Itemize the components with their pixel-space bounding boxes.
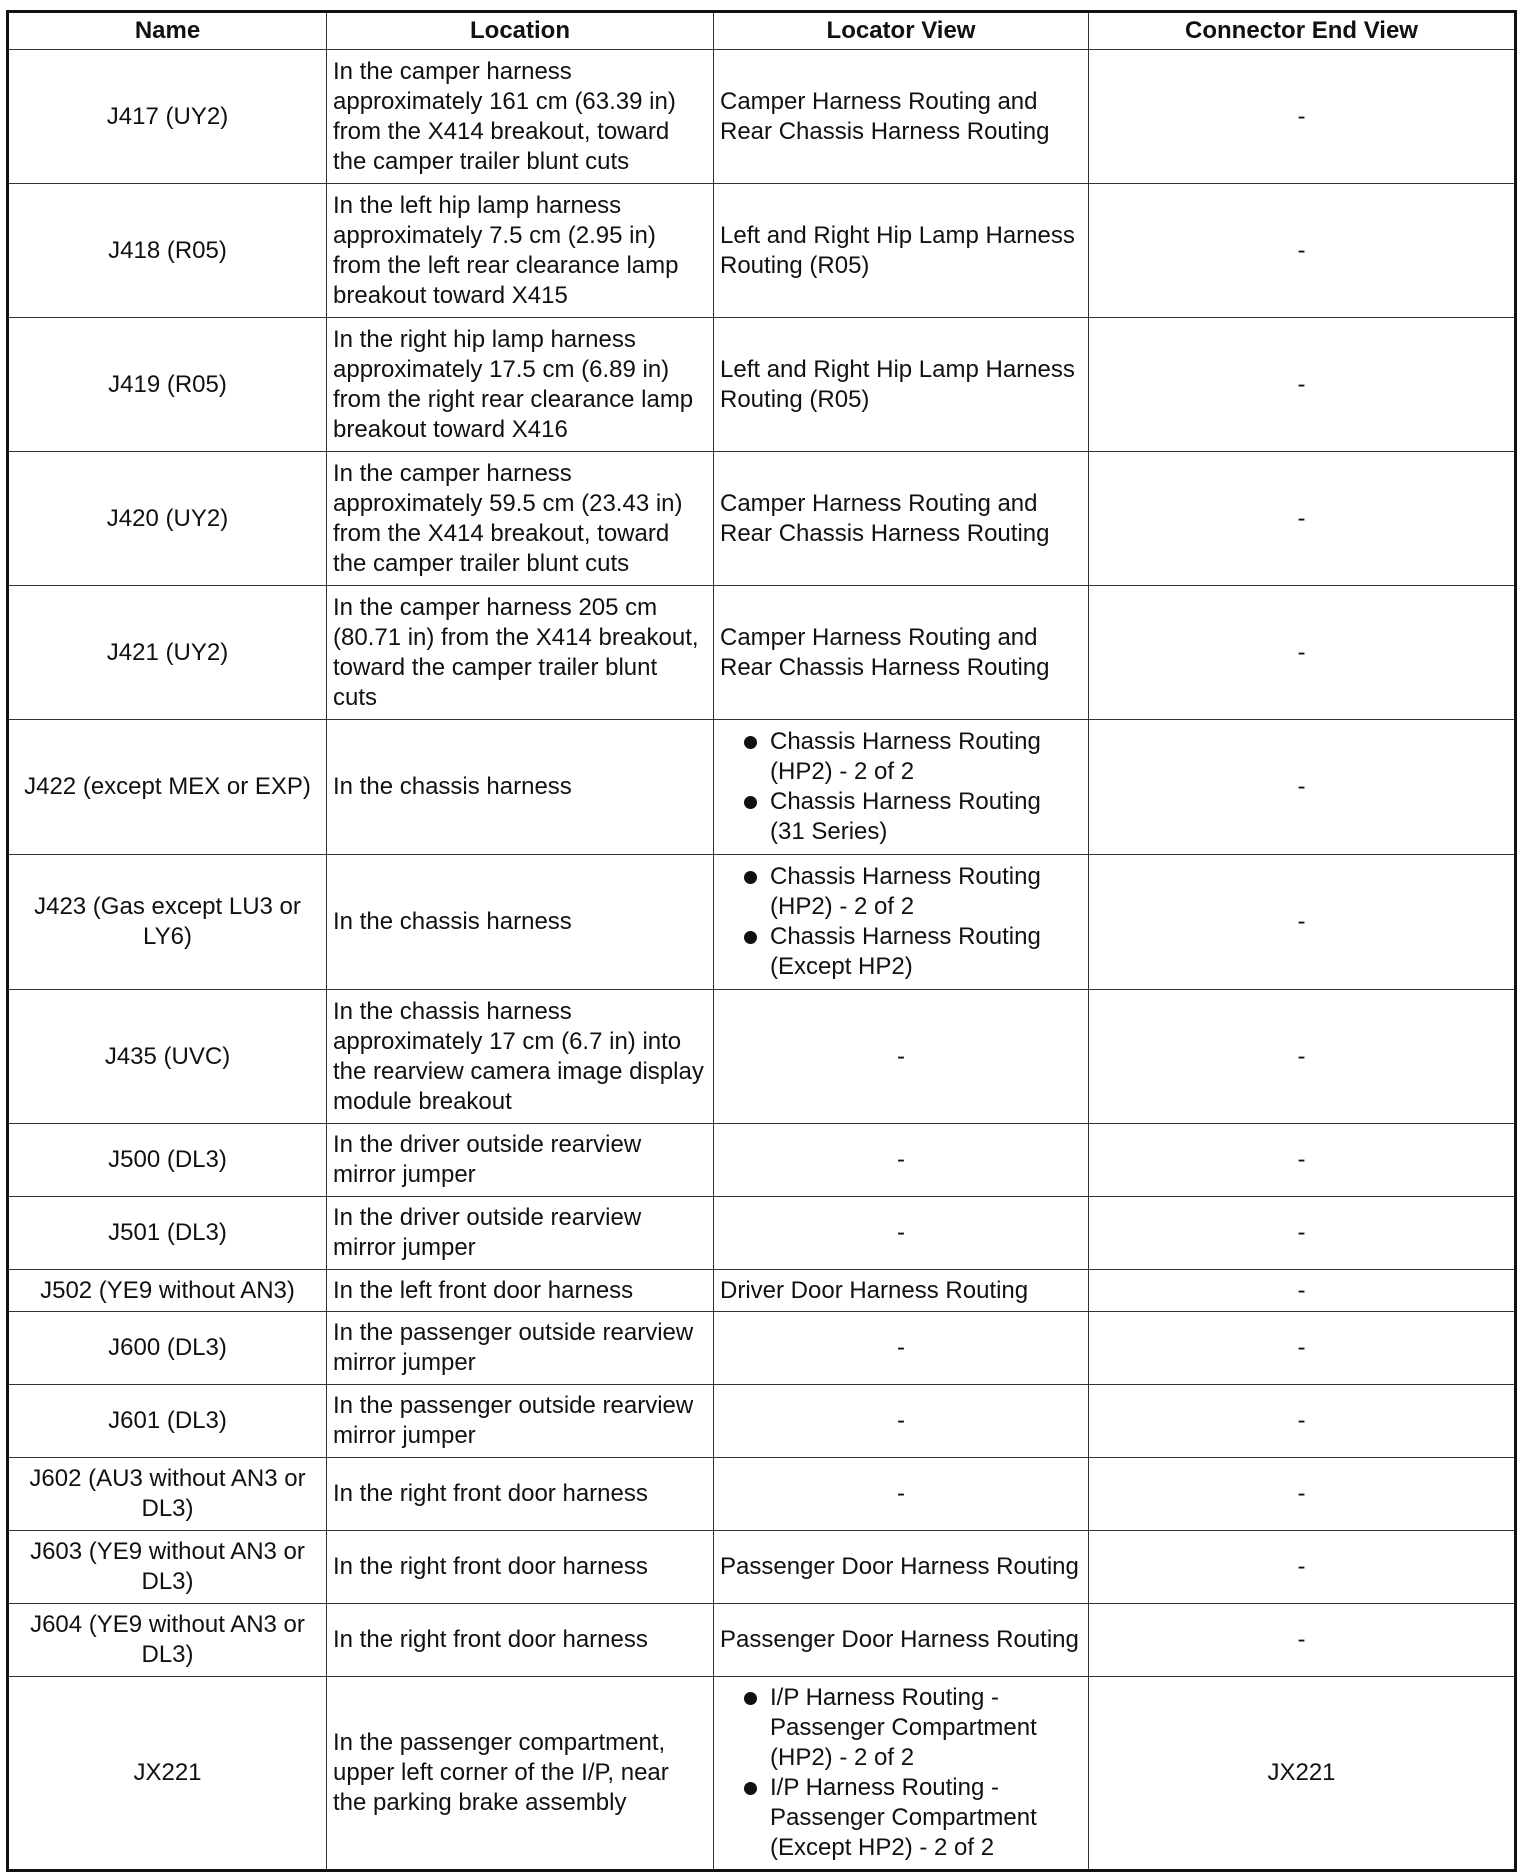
table-row: [8, 1604, 1516, 1677]
locator-item-text: I/P Harness Routing - Passenger Compartment (Except HP2) - 2 of 2: [770, 1774, 1037, 1861]
bullet-icon: [744, 1782, 757, 1795]
locator-item-text: Chassis Harness Routing (31 Series): [770, 788, 1041, 845]
cell-location: In the right front door harness: [327, 1604, 714, 1677]
locator-list: [720, 862, 1082, 982]
locator-item-text: Chassis Harness Routing (HP2) - 2 of 2: [770, 728, 1041, 785]
cell-name: J435 (UVC): [8, 990, 327, 1124]
table-row: [8, 855, 1516, 990]
list-item: [744, 922, 1082, 982]
cell-locator-view: -: [714, 990, 1089, 1124]
cell-location: In the chassis harness approximately 17 cm (6.7 in) into the rearview camera image display module breakout: [327, 990, 714, 1124]
cell-name: J421 (UY2): [8, 586, 327, 720]
cell-name: J417 (UY2): [8, 50, 327, 184]
cell-name: J420 (UY2): [8, 452, 327, 586]
cell-location: In the right front door harness: [327, 1458, 714, 1531]
locator-list: [720, 727, 1082, 847]
locator-list: [720, 1683, 1082, 1863]
cell-locator-view: Left and Right Hip Lamp Harness Routing (R05): [714, 184, 1089, 318]
cell-locator-view: Left and Right Hip Lamp Harness Routing (R05): [714, 318, 1089, 452]
cell-connector-end-view: -: [1089, 184, 1516, 318]
cell-locator-view: -: [714, 1385, 1089, 1458]
cell-locator-view: -: [714, 1197, 1089, 1270]
cell-connector-end-view: -: [1089, 990, 1516, 1124]
table-row: [8, 586, 1516, 720]
table-row: [8, 1197, 1516, 1270]
cell-locator-view: Camper Harness Routing and Rear Chassis Harness Routing: [714, 452, 1089, 586]
cell-name: J422 (except MEX or EXP): [8, 720, 327, 855]
cell-location: In the passenger outside rearview mirror jumper: [327, 1312, 714, 1385]
list-item: [744, 1773, 1082, 1863]
cell-name: J500 (DL3): [8, 1124, 327, 1197]
locator-item-text: I/P Harness Routing - Passenger Compartment (HP2) - 2 of 2: [770, 1684, 1037, 1771]
table-row: [8, 452, 1516, 586]
table-row: [8, 318, 1516, 452]
bullet-icon: [744, 736, 757, 749]
cell-connector-end-view: -: [1089, 452, 1516, 586]
cell-name: J502 (YE9 without AN3): [8, 1270, 327, 1312]
table-row: [8, 1124, 1516, 1197]
cell-connector-end-view: -: [1089, 1312, 1516, 1385]
table-row: [8, 1385, 1516, 1458]
connector-table: [6, 10, 1517, 1872]
cell-connector-end-view: -: [1089, 1124, 1516, 1197]
cell-locator-view: Passenger Door Harness Routing: [714, 1531, 1089, 1604]
header-connector-end-view: Connector End View: [1089, 12, 1516, 50]
cell-connector-end-view: -: [1089, 855, 1516, 990]
cell-locator-view: [714, 720, 1089, 855]
cell-connector-end-view: -: [1089, 720, 1516, 855]
table-row: [8, 1677, 1516, 1871]
cell-name: J419 (R05): [8, 318, 327, 452]
bullet-icon: [744, 796, 757, 809]
cell-location: In the driver outside rearview mirror jumper: [327, 1197, 714, 1270]
cell-connector-end-view: -: [1089, 1458, 1516, 1531]
cell-name: J423 (Gas except LU3 or LY6): [8, 855, 327, 990]
cell-location: In the chassis harness: [327, 855, 714, 990]
table-row: [8, 50, 1516, 184]
cell-location: In the passenger outside rearview mirror jumper: [327, 1385, 714, 1458]
header-locator-view: Locator View: [714, 12, 1089, 50]
cell-location: In the driver outside rearview mirror jumper: [327, 1124, 714, 1197]
list-item: [744, 787, 1082, 847]
header-location: Location: [327, 12, 714, 50]
cell-connector-end-view: -: [1089, 1531, 1516, 1604]
cell-locator-view: Passenger Door Harness Routing: [714, 1604, 1089, 1677]
cell-location: In the passenger compartment, upper left corner of the I/P, near the parking brake assembly: [327, 1677, 714, 1871]
cell-location: In the right front door harness: [327, 1531, 714, 1604]
locator-item-text: Chassis Harness Routing (Except HP2): [770, 923, 1041, 980]
cell-location: In the chassis harness: [327, 720, 714, 855]
header-row: [8, 12, 1516, 50]
cell-location: In the camper harness approximately 59.5 cm (23.43 in) from the X414 breakout, toward the camper trailer blunt cuts: [327, 452, 714, 586]
cell-connector-end-view: -: [1089, 586, 1516, 720]
cell-location: In the camper harness 205 cm (80.71 in) from the X414 breakout, toward the camper trailer blunt cuts: [327, 586, 714, 720]
cell-locator-view: [714, 855, 1089, 990]
table-row: [8, 1270, 1516, 1312]
bullet-icon: [744, 871, 757, 884]
cell-locator-view: [714, 1677, 1089, 1871]
list-item: [744, 862, 1082, 922]
cell-name: JX221: [8, 1677, 327, 1871]
list-item: [744, 727, 1082, 787]
cell-name: J418 (R05): [8, 184, 327, 318]
table-row: [8, 990, 1516, 1124]
table-row: [8, 1458, 1516, 1531]
cell-location: In the left front door harness: [327, 1270, 714, 1312]
table-row: [8, 1312, 1516, 1385]
cell-connector-end-view: -: [1089, 1385, 1516, 1458]
cell-location: In the camper harness approximately 161 cm (63.39 in) from the X414 breakout, toward the camper trailer blunt cuts: [327, 50, 714, 184]
locator-item-text: Chassis Harness Routing (HP2) - 2 of 2: [770, 863, 1041, 920]
cell-locator-view: -: [714, 1124, 1089, 1197]
cell-location: In the left hip lamp harness approximately 7.5 cm (2.95 in) from the left rear clearance lamp breakout toward X415: [327, 184, 714, 318]
table-row: [8, 720, 1516, 855]
cell-connector-end-view: -: [1089, 1197, 1516, 1270]
list-item: [744, 1683, 1082, 1773]
cell-name: J501 (DL3): [8, 1197, 327, 1270]
cell-name: J604 (YE9 without AN3 or DL3): [8, 1604, 327, 1677]
cell-name: J601 (DL3): [8, 1385, 327, 1458]
bullet-icon: [744, 1692, 757, 1705]
table-row: [8, 184, 1516, 318]
cell-location: In the right hip lamp harness approximately 17.5 cm (6.89 in) from the right rear clearance lamp breakout toward X416: [327, 318, 714, 452]
bullet-icon: [744, 931, 757, 944]
cell-locator-view: Camper Harness Routing and Rear Chassis Harness Routing: [714, 586, 1089, 720]
cell-name: J600 (DL3): [8, 1312, 327, 1385]
cell-connector-end-view: JX221: [1089, 1677, 1516, 1871]
cell-connector-end-view: -: [1089, 1604, 1516, 1677]
cell-connector-end-view: -: [1089, 318, 1516, 452]
cell-connector-end-view: -: [1089, 50, 1516, 184]
cell-locator-view: -: [714, 1458, 1089, 1531]
cell-locator-view: Driver Door Harness Routing: [714, 1270, 1089, 1312]
cell-locator-view: Camper Harness Routing and Rear Chassis Harness Routing: [714, 50, 1089, 184]
table-row: [8, 1531, 1516, 1604]
cell-name: J602 (AU3 without AN3 or DL3): [8, 1458, 327, 1531]
cell-locator-view: -: [714, 1312, 1089, 1385]
cell-connector-end-view: -: [1089, 1270, 1516, 1312]
cell-name: J603 (YE9 without AN3 or DL3): [8, 1531, 327, 1604]
header-name: Name: [8, 12, 327, 50]
